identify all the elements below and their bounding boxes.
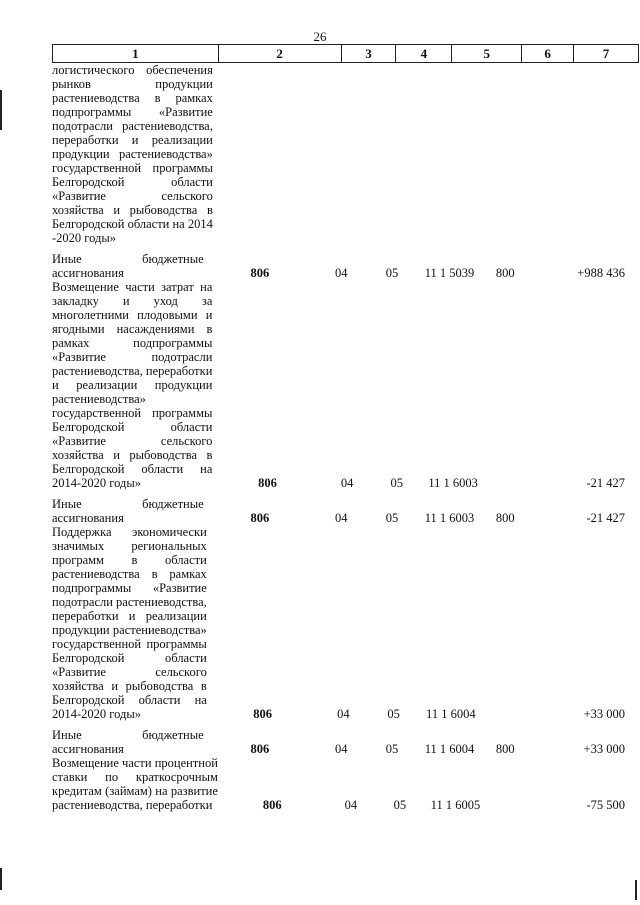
row-gap bbox=[52, 245, 639, 252]
amount: -75 500 bbox=[586, 798, 625, 812]
description-line: растениеводства, переработки bbox=[52, 364, 213, 378]
description-line: подпрограммы «Развитие bbox=[52, 105, 213, 119]
description-line: продукции растениеводства» bbox=[52, 147, 213, 161]
section-code: 04 bbox=[334, 266, 348, 280]
description-line: государственной программы bbox=[52, 161, 213, 175]
header-col-2: 2 bbox=[219, 45, 342, 62]
subsection-code: 05 bbox=[387, 707, 400, 721]
description-line: переработки и реализации bbox=[52, 609, 207, 623]
target-article: 11 1 6003 bbox=[424, 511, 475, 525]
header-col-6: 6 bbox=[522, 45, 574, 62]
header-col-5: 5 bbox=[452, 45, 522, 62]
row-description bbox=[52, 63, 213, 245]
ministry-code: 806 bbox=[262, 798, 282, 812]
row-gap bbox=[52, 490, 639, 497]
section-code: 04 bbox=[337, 707, 350, 721]
table-header bbox=[52, 44, 639, 63]
ministry-code: 806 bbox=[250, 266, 270, 280]
description-line: ассигнования bbox=[52, 511, 124, 525]
amount: +33 000 bbox=[583, 742, 625, 756]
table-row bbox=[52, 497, 639, 525]
amount: +33 000 bbox=[583, 707, 625, 721]
description-line: государственной программы bbox=[52, 406, 213, 420]
description-line: растениеводства, переработки bbox=[52, 798, 213, 812]
row-description bbox=[52, 497, 204, 525]
subsection-code: 05 bbox=[385, 266, 399, 280]
subsection-code: 05 bbox=[385, 511, 399, 525]
description-line: ассигнования bbox=[52, 266, 124, 280]
section-code: 04 bbox=[340, 476, 354, 490]
scan-edge-mark-top bbox=[0, 90, 2, 130]
header-col-4: 4 bbox=[396, 45, 452, 62]
ministry-code: 806 bbox=[250, 511, 270, 525]
description-line: «Развитие сельского bbox=[52, 434, 213, 448]
row-description bbox=[52, 252, 204, 280]
description-line: программ в области bbox=[52, 553, 207, 567]
table-row bbox=[52, 525, 639, 721]
header-col-1: 1 bbox=[53, 45, 219, 62]
page-number: 26 bbox=[313, 29, 327, 44]
header-col-7: 7 bbox=[574, 45, 639, 62]
description-line: рамках подпрограммы bbox=[52, 336, 213, 350]
section-code: 04 bbox=[344, 798, 358, 812]
amount: -21 427 bbox=[586, 476, 625, 490]
description-line: «Развитие сельского bbox=[52, 189, 213, 203]
description-line: подотрасли растениеводства, bbox=[52, 595, 207, 609]
description-line: -2020 годы» bbox=[52, 231, 117, 245]
section-code: 04 bbox=[334, 511, 348, 525]
row-description bbox=[52, 525, 207, 721]
description-line: Иные бюджетные bbox=[52, 252, 204, 266]
target-article: 11 1 6005 bbox=[430, 798, 481, 812]
expense-type: 800 bbox=[495, 511, 515, 525]
subsection-code: 05 bbox=[390, 476, 404, 490]
amount: -21 427 bbox=[586, 511, 625, 525]
target-article: 11 1 6004 bbox=[424, 742, 475, 756]
expense-type: 800 bbox=[495, 266, 515, 280]
ministry-code: 806 bbox=[250, 742, 270, 756]
table-row bbox=[52, 280, 639, 490]
description-line: 2014-2020 годы» bbox=[52, 476, 142, 490]
table-row bbox=[52, 252, 639, 280]
description-line: переработки и реализации bbox=[52, 133, 213, 147]
description-line: Возмещение части затрат на bbox=[52, 280, 213, 294]
description-line: «Развитие подотрасли bbox=[52, 350, 213, 364]
description-line: и реализации продукции bbox=[52, 378, 213, 392]
table-row bbox=[52, 63, 639, 245]
row-description bbox=[52, 280, 212, 490]
row-description bbox=[52, 728, 204, 756]
description-line: подотрасли растениеводства, bbox=[52, 119, 213, 133]
table-row bbox=[52, 756, 639, 812]
description-line: Белгородской области на bbox=[52, 462, 213, 476]
description-line: Иные бюджетные bbox=[52, 728, 204, 742]
description-line: Белгородской области bbox=[52, 175, 213, 189]
target-article: 11 1 6004 bbox=[426, 707, 476, 721]
row-gap bbox=[52, 721, 639, 728]
table-row bbox=[52, 728, 639, 756]
amount: +988 436 bbox=[577, 266, 625, 280]
description-line: логистического обеспечения bbox=[52, 63, 213, 77]
description-line: 2014-2020 годы» bbox=[52, 707, 142, 721]
table-body bbox=[52, 63, 639, 812]
subsection-code: 05 bbox=[393, 798, 407, 812]
description-line: закладку и уход за bbox=[52, 294, 213, 308]
row-description bbox=[52, 756, 218, 812]
ministry-code: 806 bbox=[258, 476, 277, 490]
scan-edge-mark-right bbox=[635, 880, 637, 900]
description-line: кредитам (займам) на развитие bbox=[52, 784, 218, 798]
description-line: ягодными насаждениями в bbox=[52, 322, 213, 336]
description-line: Возмещение части процентной bbox=[52, 756, 218, 770]
description-line: Белгородской области bbox=[52, 651, 207, 665]
description-line: Белгородской области на bbox=[52, 693, 207, 707]
subsection-code: 05 bbox=[385, 742, 399, 756]
description-line: хозяйства и рыбоводства в bbox=[52, 679, 207, 693]
description-line: государственной программы bbox=[52, 637, 207, 651]
description-line: Поддержка экономически bbox=[52, 525, 207, 539]
description-line: растениеводства в рамках bbox=[52, 567, 207, 581]
description-line: «Развитие сельского bbox=[52, 665, 207, 679]
description-line: Белгородской области на 2014 bbox=[52, 217, 213, 231]
description-line: Белгородской области bbox=[52, 420, 213, 434]
target-article: 11 1 5039 bbox=[424, 266, 475, 280]
description-line: хозяйства и рыбоводства в bbox=[52, 448, 213, 462]
ministry-code: 806 bbox=[253, 707, 272, 721]
description-line: многолетними плодовыми и bbox=[52, 308, 213, 322]
description-line: ассигнования bbox=[52, 742, 124, 756]
description-line: продукции растениеводства» bbox=[52, 623, 207, 637]
expense-type: 800 bbox=[495, 742, 515, 756]
section-code: 04 bbox=[334, 742, 348, 756]
description-line: растениеводства в рамках bbox=[52, 91, 213, 105]
description-line: подпрограммы «Развитие bbox=[52, 581, 207, 595]
target-article: 11 1 6003 bbox=[428, 476, 478, 490]
description-line: рынков продукции bbox=[52, 77, 213, 91]
header-col-3: 3 bbox=[342, 45, 397, 62]
description-line: ставки по краткосрочным bbox=[52, 770, 218, 784]
scan-edge-mark-bottom bbox=[0, 868, 2, 890]
description-line: хозяйства и рыбоводства в bbox=[52, 203, 213, 217]
description-line: Иные бюджетные bbox=[52, 497, 204, 511]
description-line: значимых региональных bbox=[52, 539, 207, 553]
description-line: растениеводства» bbox=[52, 392, 146, 406]
